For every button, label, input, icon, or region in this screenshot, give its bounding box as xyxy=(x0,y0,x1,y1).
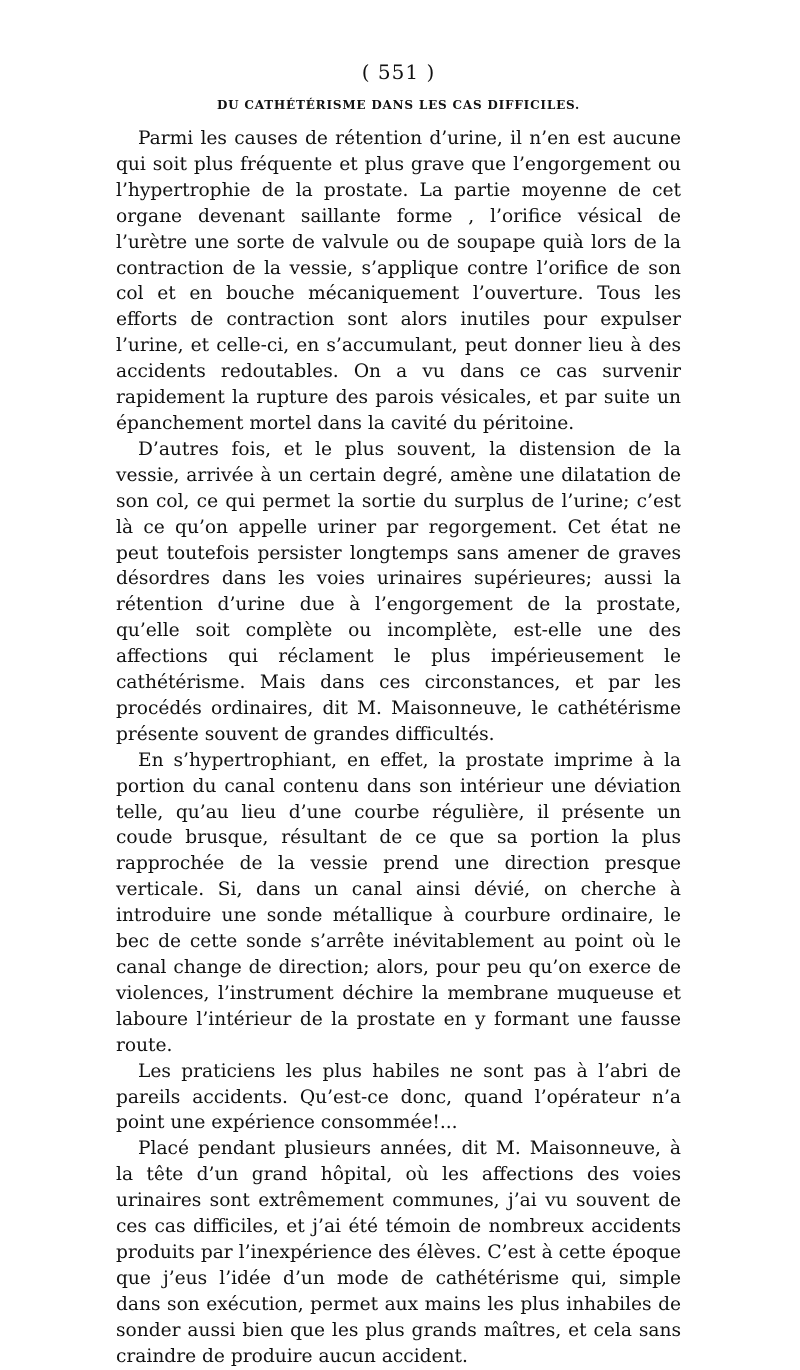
paragraph: Placé pendant plusieurs années, dit M. Maisonneuve, à la tête d’un grand hôpital, où les affections des voies urinaires sont extrêmement communes, j’ai vu souvent de ces cas difficiles, et j’ai été témoin de nombreux accidents produits par l’inexpérience des élèves. C’est à cette époque que j’eus l’idée d’un mode de cathétérisme qui, simple dans son exécution, permet aux mains les plus inhabiles de sonder aussi bien que les plus grands maîtres, et cela sans craindre de produire aucun accident. xyxy=(116,1138,681,1367)
paragraph: D’autres fois, et le plus souvent, la distension de la vessie, arrivée à un certain degré, amène une dilatation de son col, ce qui permet la sortie du surplus de l’urine; c’est là ce qu’on appelle uriner par regorgement. Cet état ne peut toutefois persister longtemps sans amener de graves désordres dans les voies urinaires supérieures; aussi la rétention d’urine due à l’engorgement de la prostate, qu’elle soit complète ou incomplète, est-elle une des affections qui réclament le plus impérieusement le cathétérisme. Mais dans ces circonstances, et par les procédés ordinaires, dit M. Maisonneuve, le cathétérisme présente souvent de grandes difficultés. xyxy=(116,438,681,745)
document-page xyxy=(116,60,681,1370)
paragraph: En s’hypertrophiant, en effet, la prostate imprime à la portion du canal contenu dans son intérieur une déviation telle, qu’au lieu d’une courbe régulière, il présente un coude brusque, résultant de ce que sa portion la plus rapprochée de la vessie prend une direction presque verticale. Si, dans un canal ainsi dévié, on cherche à introduire une sonde métallique à courbure ordinaire, le bec de cette sonde s’arrête inévitablement au point où le canal change de direction; alors, pour peu qu’on exerce de violences, l’instrument déchire la membrane muqueuse et laboure l’intérieur de la prostate en y formant une fausse route. xyxy=(116,749,681,1056)
body-text xyxy=(116,126,681,1370)
paragraph: Les praticiens les plus habiles ne sont pas à l’abri de pareils accidents. Qu’est-ce donc, quand l’opérateur n’a point une expérience consommée!... xyxy=(116,1060,681,1134)
running-title: DU CATHÉTÉRISME DANS LES CAS DIFFICILES. xyxy=(216,98,581,112)
page-number: ( 551 ) xyxy=(361,60,436,84)
paragraph: Parmi les causes de rétention d’urine, il n’en est aucune qui soit plus fréquente et plus grave que l’engorgement ou l’hypertrophie de la prostate. La partie moyenne de cet organe devenant saillante forme , l’orifice vésical de l’urètre une sorte de valvule ou de soupape quià lors de la contraction de la vessie, s’applique contre l’orifice de son col et en bouche mécaniquement l’ouverture. Tous les efforts de contraction sont alors inutiles pour expulser l’urine, et celle-ci, en s’accumulant, peut donner lieu à des accidents redoutables. On a vu dans ce cas survenir rapidement la rupture des parois vésicales, et par suite un épanchement mortel dans la cavité du péritoine. xyxy=(116,128,681,434)
